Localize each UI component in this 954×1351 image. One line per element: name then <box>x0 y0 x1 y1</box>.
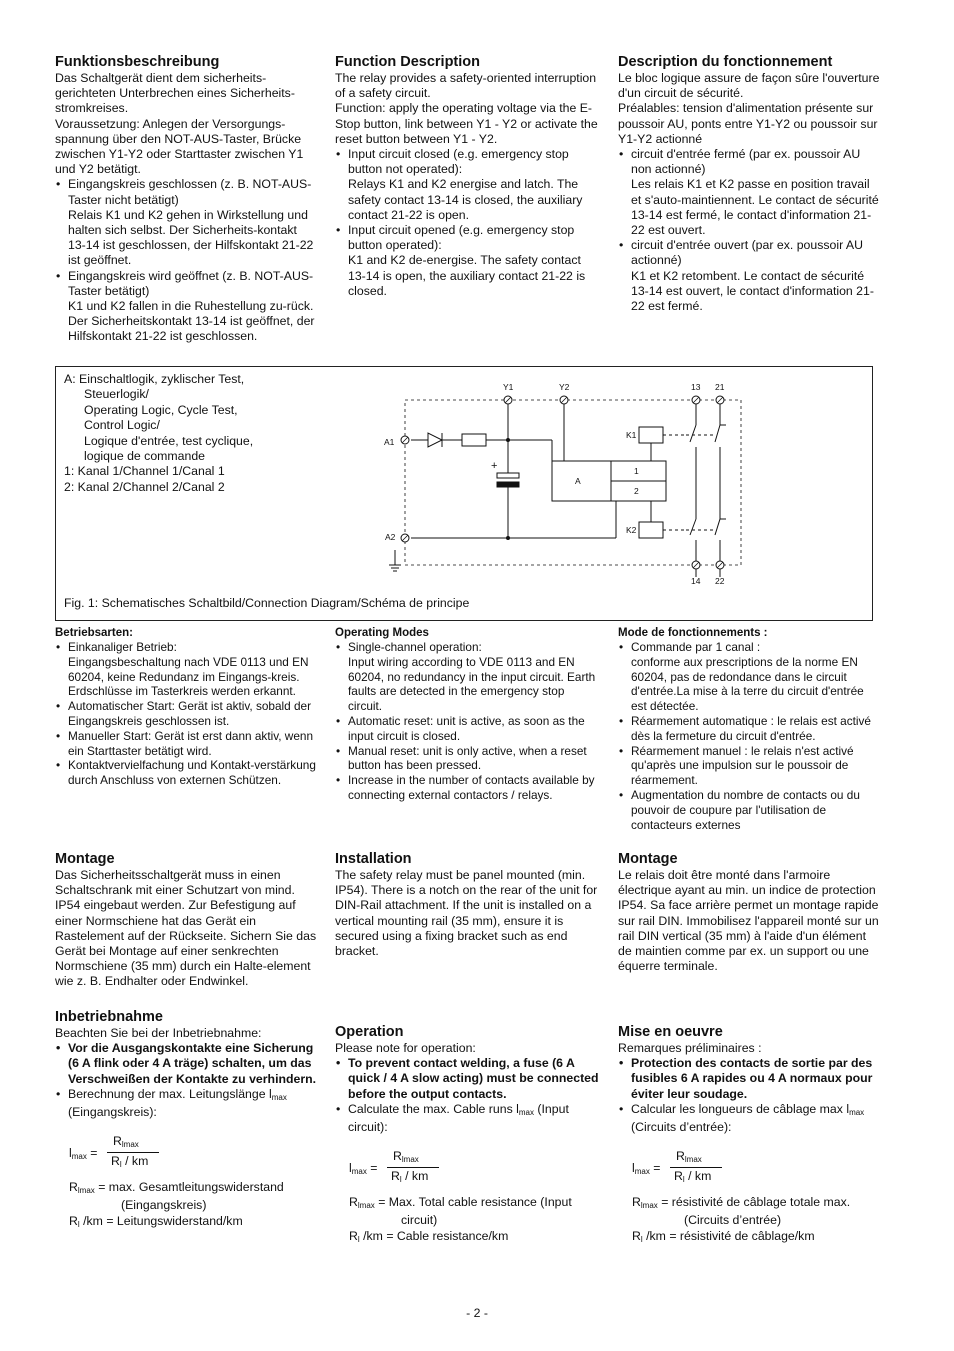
legend-line: Steuerlogik/ <box>84 387 149 402</box>
list-item: • Increase in the number of contacts available by connecting external contactors / relays. <box>335 773 600 803</box>
section-title: Montage <box>55 851 115 867</box>
list-item: • Kontaktvervielfachung und Kontakt-verstärkung durch Anschluss von externen Schützen. <box>55 758 317 788</box>
label-plus: + <box>491 460 498 472</box>
paragraph: Das Schaltgerät dient dem sicherheits-gerichteten Unterbrechen eines Sicherheits-stromkreises. <box>55 71 295 116</box>
paragraph: Le bloc logique assure de façon sûre l'ouverture d'un circuit de sécurité. <box>618 71 880 101</box>
label-channel-2: 2 <box>634 486 639 496</box>
list-item: • Commande par 1 canal : conforme aux prescriptions de la norme EN 60204, pas de redondance dans le circuit d'entrée.La mise à la terre du circuit d'entrée est détectée. <box>618 640 880 714</box>
label-block-a: A <box>575 476 581 486</box>
list-item: • Augmentation du nombre de contacts ou du pouvoir de coupure par l'utilisation de contacteurs externes <box>618 788 880 832</box>
legend-line: A: Einschaltlogik, zyklischer Test, <box>64 372 245 386</box>
list-item: • circuit d'entrée fermé (par ex. poussoir AU non actionné) Les relais K1 et K2 passe en position travail et s'auto-maintiennent. Le contact de sécurité 13-14 est fermé, le contact d'information 21-22 est ouvert. <box>618 147 880 238</box>
figure-caption: Fig. 1: Schematisches Schaltbild/Connection Diagram/Schéma de principe <box>64 596 470 610</box>
section-title: Operation <box>335 1024 404 1040</box>
list-item: • Manueller Start: Gerät ist erst dann aktiv, wenn ein Starttaster betätigt wird. <box>55 729 317 759</box>
list-item: • Input circuit closed (e.g. emergency stop button not operated): Relays K1 and K2 energise and latch. The safety contact 13-14 is closed, the auxiliary contact 21-22 is open. <box>335 147 600 223</box>
function-description-de <box>55 53 317 345</box>
label-22: 22 <box>715 576 725 586</box>
section-title: Operating Modes <box>335 627 429 639</box>
section-title: Betriebsarten: <box>55 627 133 639</box>
list-item: • Réarmement manuel : le relais n'est activé qu'après une impulsion sur le poussoir de réarmement. <box>618 744 880 788</box>
resistor-icon <box>462 434 486 446</box>
bullet-list <box>335 147 600 299</box>
list-item: • Réarmement automatique : le relais est activé dès la fermeture du circuit d'entrée. <box>618 714 880 744</box>
dashed-enclosure <box>405 400 741 565</box>
mounting-en <box>335 850 600 959</box>
list-item: • To prevent contact welding, a fuse (6 A quick / 4 A slow acting) must be connected before the output contacts. <box>335 1056 600 1102</box>
definitions: $R_{lmax} = \max$. Gesamtleitungswiderstand (Eingangskreis) $R_l$ /km = Leitungswiderstand/km <box>69 1180 284 1229</box>
function-description-en <box>335 53 600 299</box>
paragraph: Préalables: tension d'alimentation présente sur poussoir AU, ponts entre Y1-Y2 ou poussoir sur Y1-Y2 actionné <box>618 101 878 146</box>
paragraph: Le relais doit être monté dans l'armoire électrique ayant au min. un indice de protection IP54. Sa face arrière permet un montage rapide sur rail DIN. Immobilisez l'appareil monté sur un rail DIN vertical (35 mm) à l'aide d'un élément de maintien comme par ex. un support ou une équerre terminale. <box>618 868 879 974</box>
relay-coil-k1 <box>639 427 663 443</box>
bullet-list <box>55 1041 317 1120</box>
section-title: Description du fonctionnement <box>618 54 833 70</box>
label-14: 14 <box>691 576 701 586</box>
paragraph: The relay provides a safety-oriented interruption of a safety circuit. <box>335 71 597 101</box>
page-number: - 2 - <box>466 1306 488 1320</box>
list-item: • Einkanaliger Betrieb: Eingangsbeschaltung nach VDE 0113 und EN 60204, keine Redundanz im Eingangs-kreis. Erdschlüsse im Tasterkreis werden erkannt. <box>55 640 317 699</box>
paragraph: Das Sicherheitsschaltgerät muss in einen Schaltschrank mit einer Schutzart von mind. IP54 eingebaut werden. Zur Befestigung auf einer Normschiene hat das Gerät ein Rastelement auf der Rückseite. Sichern Sie das Gerät bei Montage auf einer senkrechten Normschiene (35 mm) durch ein Halte-element wie z. B. Endhalter oder Endwinkel. <box>55 868 317 989</box>
legend-line: Logique d'entrée, test cyclique, <box>84 433 254 448</box>
operation-de <box>55 1008 317 1232</box>
legend-line: Control Logic/ <box>84 418 160 433</box>
legend-line: logique de commande <box>84 449 205 464</box>
list-item: • Automatischer Start: Gerät ist aktiv, sobald der Eingangskreis geschlossen ist. <box>55 699 317 729</box>
section-title: Inbetriebnahme <box>55 1009 163 1025</box>
list-item: • Calculate the max. Cable runs $l_{max}$ (Input circuit): <box>335 1102 600 1135</box>
bullet-list <box>55 177 317 344</box>
operation-fr <box>618 1023 880 1247</box>
bullet-list <box>618 147 880 314</box>
paragraph: Function: apply the operating voltage via the E-Stop button, link between Y1 - Y2 or activate the reset button between Y1 - Y2. <box>335 101 598 146</box>
label-13: 13 <box>691 382 701 392</box>
label-a1: A1 <box>384 437 395 447</box>
bullet-list <box>335 640 600 803</box>
list-item: • Single-channel operation: Input wiring according to VDE 0113 and EN 60204, no redundancy in the input circuit. Earth faults are detected in the emergency stop circuit. <box>335 640 600 714</box>
legend-line: 2: Kanal 2/Channel 2/Canal 2 <box>64 479 225 494</box>
label-k1: K1 <box>626 430 637 440</box>
label-channel-1: 1 <box>634 466 639 476</box>
operating-modes-fr <box>618 626 880 832</box>
relay-coil-k2 <box>639 522 663 538</box>
list-item: • Manual reset: unit is only active, when a reset button has been pressed. <box>335 744 600 774</box>
label-21: 21 <box>715 382 725 392</box>
paragraph: Remarques préliminaires : <box>618 1041 762 1055</box>
formula: $l_{max}$ = $R_{lmax}$ $R_l$ / km <box>632 1149 880 1189</box>
section-title: Mise en oeuvre <box>618 1024 723 1040</box>
paragraph: Please note for operation: <box>335 1041 476 1055</box>
list-item: • Eingangskreis wird geöffnet (z. B. NOT-AUS-Taster betätigt) K1 und K2 fallen in die Ruhestellung zu-rück. Der Sicherheitskontakt 13-14 ist geöffnet, der Hilfskontakt 21-22 ist geschlossen. <box>55 269 317 345</box>
bullet-list <box>618 640 880 832</box>
section-title: Montage <box>618 851 678 867</box>
mounting-de <box>55 850 317 990</box>
list-item: • Input circuit opened (e.g. emergency stop button operated): K1 and K2 de-energise. The safety contact 13-14 is open, the auxiliary contact 21-22 is closed. <box>335 223 600 299</box>
bullet-list <box>335 1056 600 1135</box>
section-title: Installation <box>335 851 412 867</box>
paragraph: The safety relay must be panel mounted (min. IP54). There is a notch on the rear of the unit for DIN-Rail attachment. If the unit is installed on a vertical mounting rail (35 mm), ensure it is secured using a fixing bracket such as end bracket. <box>335 868 598 959</box>
list-item: • Automatic reset: unit is active, as soon as the input circuit is closed. <box>335 714 600 744</box>
section-title: Funktionsbeschreibung <box>55 54 220 70</box>
section-title: Mode de fonctionnements : <box>618 627 768 639</box>
section-title: Function Description <box>335 54 480 70</box>
operating-modes-en <box>335 626 600 803</box>
mounting-fr <box>618 850 880 974</box>
function-description-fr <box>618 53 880 314</box>
connection-diagram-figure <box>55 366 873 621</box>
definitions: $R_{lmax}$ = Max. Total cable resistance (Input circuit) $R_l$ /km = Cable resistance/km <box>349 1195 572 1244</box>
label-a2: A2 <box>385 532 396 542</box>
operation-en <box>335 1023 600 1247</box>
list-item: • Calcular les longueurs de câblage $\max l_{max}$ (Circuits d’entrée): <box>618 1102 880 1135</box>
operating-modes-de <box>55 626 317 788</box>
label-k2: K2 <box>626 525 637 535</box>
bullet-list <box>618 1056 880 1135</box>
formula: $l_{max}$ = $R_{lmax}$ $R_l$ / km <box>69 1134 317 1174</box>
list-item: • Vor die Ausgangskontakte eine Sicherung (6 A flink oder 4 A träge) schalten, um das Verschweißen der Kontakte zu verhindern. <box>55 1041 317 1087</box>
legend-line: 1: Kanal 1/Channel 1/Canal 1 <box>64 464 225 479</box>
legend-line: Operating Logic, Cycle Test, <box>84 402 238 417</box>
diode-icon <box>428 433 442 447</box>
circuit-schematic <box>56 367 872 592</box>
list-item: • Protection des contacts de sortie par des fusibles 6 A rapides ou 4 A normaux pour éviter leur soudage. <box>618 1056 880 1102</box>
label-y1: Y1 <box>503 382 514 392</box>
definitions: $R_{lmax}$ = résistivité de câblage totale max. (Circuits d’entrée) $R_l$ /km = résistivité de câblage/km <box>632 1195 851 1244</box>
capacitor-icon <box>497 473 519 478</box>
formula: $l_{max}$ = $R_{lmax}$ $R_l$ / km <box>349 1149 600 1189</box>
list-item: • Berechnung der max. Leitungslänge $l_{max}$ (Eingangskreis): <box>55 1087 317 1120</box>
list-item: • circuit d'entrée ouvert (par ex. poussoir AU actionné) K1 et K2 retombent. Le contact de sécurité 13-14 est ouvert, le contact d'information 21-22 est fermé. <box>618 238 880 314</box>
list-item: • Eingangskreis geschlossen (z. B. NOT-AUS-Taster nicht betätigt) Relais K1 und K2 gehen in Wirkstellung und halten sich selbst. Der Sicherheits-kontakt 13-14 ist geschlossen, der Hilfskontakt 21-22 ist geöffnet. <box>55 177 317 268</box>
paragraph: Voraussetzung: Anlegen der Versorgungs-spannung über den NOT-AUS-Taster, Brücke zwischen Y1-Y2 oder Starttaster zwischen Y1 und Y2 betätigt. <box>55 116 304 177</box>
label-y2: Y2 <box>559 382 570 392</box>
paragraph: Beachten Sie bei der Inbetriebnahme: <box>55 1026 262 1040</box>
bullet-list <box>55 640 317 788</box>
